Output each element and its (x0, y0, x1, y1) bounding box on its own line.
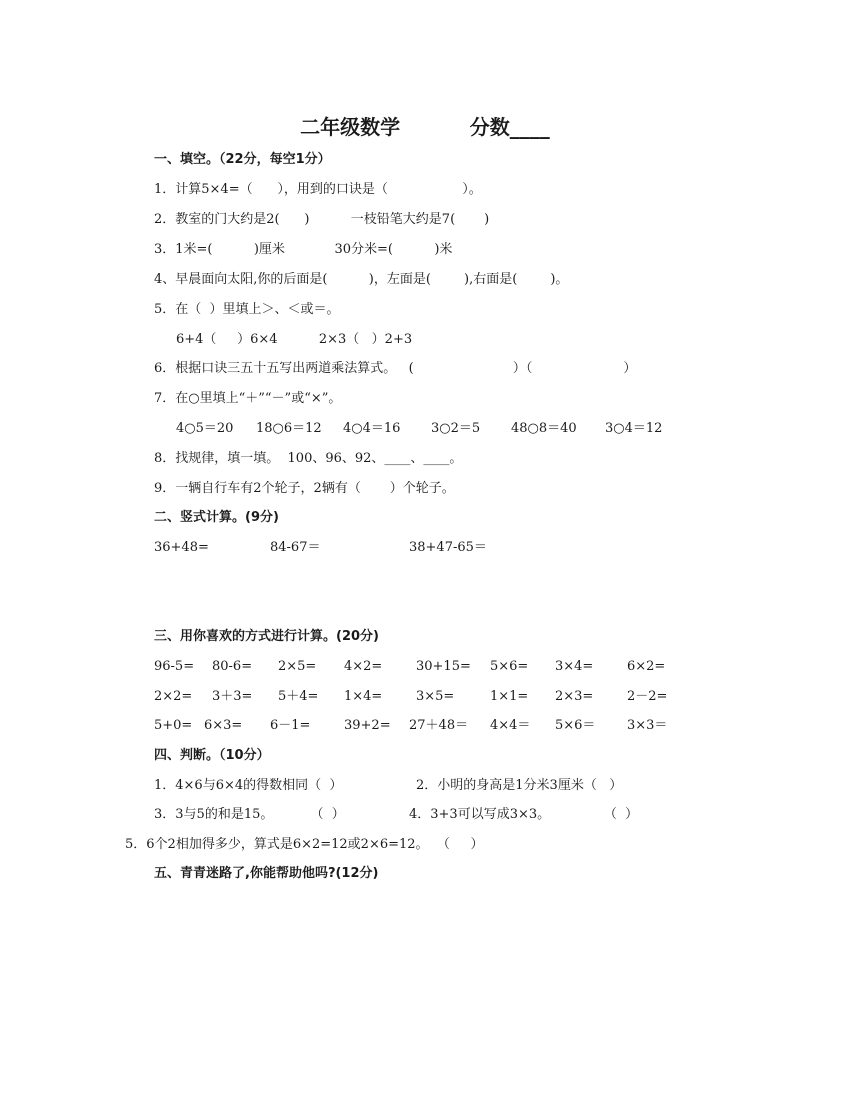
question-4-4: 4．3+3可以写成3×3。 （ ） (409, 807, 639, 822)
question-1-7: 7．在○里填上“＋”“－”或“×”。 (154, 391, 342, 406)
list-item: 3○2＝5 (431, 421, 481, 436)
list-item: 5×6= (490, 659, 529, 674)
list-item: 3×5= (416, 689, 455, 704)
list-item: 6×2= (627, 659, 666, 674)
list-item: 3＋3= (212, 689, 253, 704)
question-4-3: 3．3与5的和是15。 （ ） (154, 807, 345, 822)
table-row (0, 659, 850, 675)
list-item: 48○8＝40 (511, 421, 577, 436)
list-item: 3○4＝12 (605, 421, 663, 436)
list-item: 5＋4= (278, 689, 319, 704)
section-4-row-1 (0, 778, 850, 794)
list-item: 5×6＝ (555, 718, 596, 733)
list-item: 5+0= (154, 718, 193, 733)
question-1-2: 2．教室的门大约是2( ) 一枝铅笔大约是7( ) (154, 212, 490, 227)
question-1-8: 8．找规律，填一填。 100、96、92、____、____。 (154, 451, 463, 466)
question-1-6: 6．根据口诀三五十五写出两道乘法算式。 ( ）（ ） (154, 361, 637, 376)
question-4-5: 5．6个2相加得多少，算式是6×2=12或2×6=12。 （ ） (125, 837, 484, 852)
question-4-1: 1．4×6与6×4的得数相同（ ） (154, 778, 343, 793)
list-item: 6－1= (270, 718, 311, 733)
list-item: 96-5= (154, 659, 195, 674)
list-item: 1×4= (344, 689, 383, 704)
list-item: 3×3＝ (627, 718, 668, 733)
list-item: 2×5= (278, 659, 317, 674)
question-4-2: 2．小明的身高是1分米3厘米（ ） (416, 778, 623, 793)
question-1-4: 4、早晨面向太阳,你的后面是( )，左面是( ),右面是( )。 (154, 272, 569, 287)
list-item: 3×4= (555, 659, 594, 674)
list-item: 30+15= (416, 659, 471, 674)
page-title: 二年级数学 分数____ (300, 115, 550, 139)
question-1-5: 5．在（ ）里填上＞、＜或＝。 (154, 302, 340, 317)
section-1-heading: 一、填空。（22分，每空1分） (154, 152, 331, 167)
question-1-3: 3．1米=( )厘米 30分米=( )米 (154, 242, 453, 257)
section-2-items (0, 540, 850, 556)
list-item: 18○6＝12 (256, 421, 322, 436)
list-item: 2－2= (627, 689, 668, 704)
section-2-heading: 二、竖式计算。(9分) (154, 510, 279, 525)
question-1-5-items: 6+4（ ）6×4 2×3（ ）2+3 (176, 332, 413, 347)
section-3-heading: 三、用你喜欢的方式进行计算。(20分) (154, 629, 379, 644)
section-4-heading: 四、判断。（10分） (154, 748, 270, 763)
list-item: 4×4＝ (490, 718, 531, 733)
list-item: 4○4＝16 (343, 421, 401, 436)
section-4-row-2 (0, 807, 850, 823)
question-1-9: 9．一辆自行车有2个轮子，2辆有（ ）个轮子。 (154, 481, 455, 496)
list-item: 2×3= (555, 689, 594, 704)
list-item: 38+47-65＝ (409, 540, 487, 555)
list-item: 2×2= (154, 689, 193, 704)
list-item: 84-67＝ (270, 540, 321, 555)
list-item: 36+48= (154, 540, 209, 555)
list-item: 4×2= (344, 659, 383, 674)
section-5-heading: 五、青青迷路了,你能帮助他吗?(12分) (154, 866, 379, 881)
list-item: 27＋48＝ (409, 718, 469, 733)
table-row (0, 689, 850, 705)
table-row (0, 718, 850, 734)
list-item: 1×1= (490, 689, 529, 704)
question-1-7-items (0, 421, 850, 437)
list-item: 4○5＝20 (176, 421, 234, 436)
question-1-1: 1．计算5×4=（ ），用到的口诀是（ ）。 (154, 182, 482, 197)
list-item: 39+2= (344, 718, 391, 733)
list-item: 6×3= (204, 718, 243, 733)
list-item: 80-6= (212, 659, 253, 674)
